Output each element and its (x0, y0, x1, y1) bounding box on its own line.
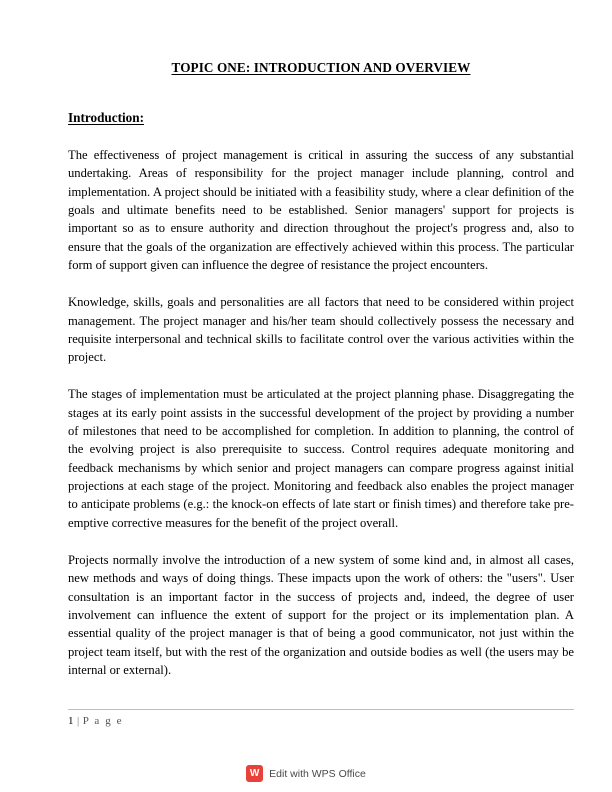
paragraph: The stages of implementation must be articulated at the project planning phase. Disaggregating the stages at its early point assists in the successful development of the project by providing a number of milestones that need to be accomplished for completion. In addition to planning, the control of the evolving project is also prerequisite to success. Control requires adequate monitoring and feedback mechanisms by which senior and project managers can compare progress against initial projections at each stage of the project. Monitoring and feedback also enables the project manager to anticipate problems (e.g.: the knock-on effects of late start or finish times) and therefore take pre-emptive corrective measures for the benefit of the project overall. (68, 387, 574, 530)
paragraph: The effectiveness of project management is critical in assuring the success of any substantial undertaking. Areas of responsibility for the project manager include planning, control and implementation. A project should be initiated with a feasibility study, where a clear definition of the goals and ultimate benefits need to be established. Senior managers' support for projects is important so as to ensure authority and direction throughout the project's progress and, also to ensure that the goals of the organization are effectively achieved within this process. The particular form of support given can influence the degree of resistance the project encounters. (68, 148, 574, 272)
paragraph: Projects normally involve the introduction of a new system of some kind and, in almost all cases, new methods and ways of doing things. These impacts upon the work of others: the "users". User consultation is an important factor in the success of projects and, indeed, the degree of user involvement can influence the extent of support for the project or its implementation plan. A essential quality of the project manager is that of being a good communicator, not just within the project team itself, but with the rest of the organization and outside bodies as well (the users may be internal or external). (68, 552, 574, 677)
page-title: TOPIC ONE: INTRODUCTION AND OVERVIEW (171, 60, 471, 75)
wps-logo-icon: W (246, 765, 263, 782)
paragraph: Knowledge, skills, goals and personalities are all factors that need to be considered within project management. The project manager and his/her team should collectively possess the necessary and requisite interpersonal and technical skills to facilitate control over the various activities within the project. (68, 295, 574, 365)
wps-office-edit-bar[interactable] (0, 755, 612, 792)
wps-edit-label[interactable]: Edit with WPS Office (269, 767, 366, 780)
document-body (68, 60, 574, 679)
page-footer (68, 715, 574, 727)
section-heading-introduction: Introduction: (68, 110, 144, 125)
footer-page-label: P a g e (82, 715, 124, 727)
footer-page-number: 1 (68, 715, 74, 727)
footer-separator: | (77, 715, 80, 727)
footer-divider (68, 709, 574, 710)
